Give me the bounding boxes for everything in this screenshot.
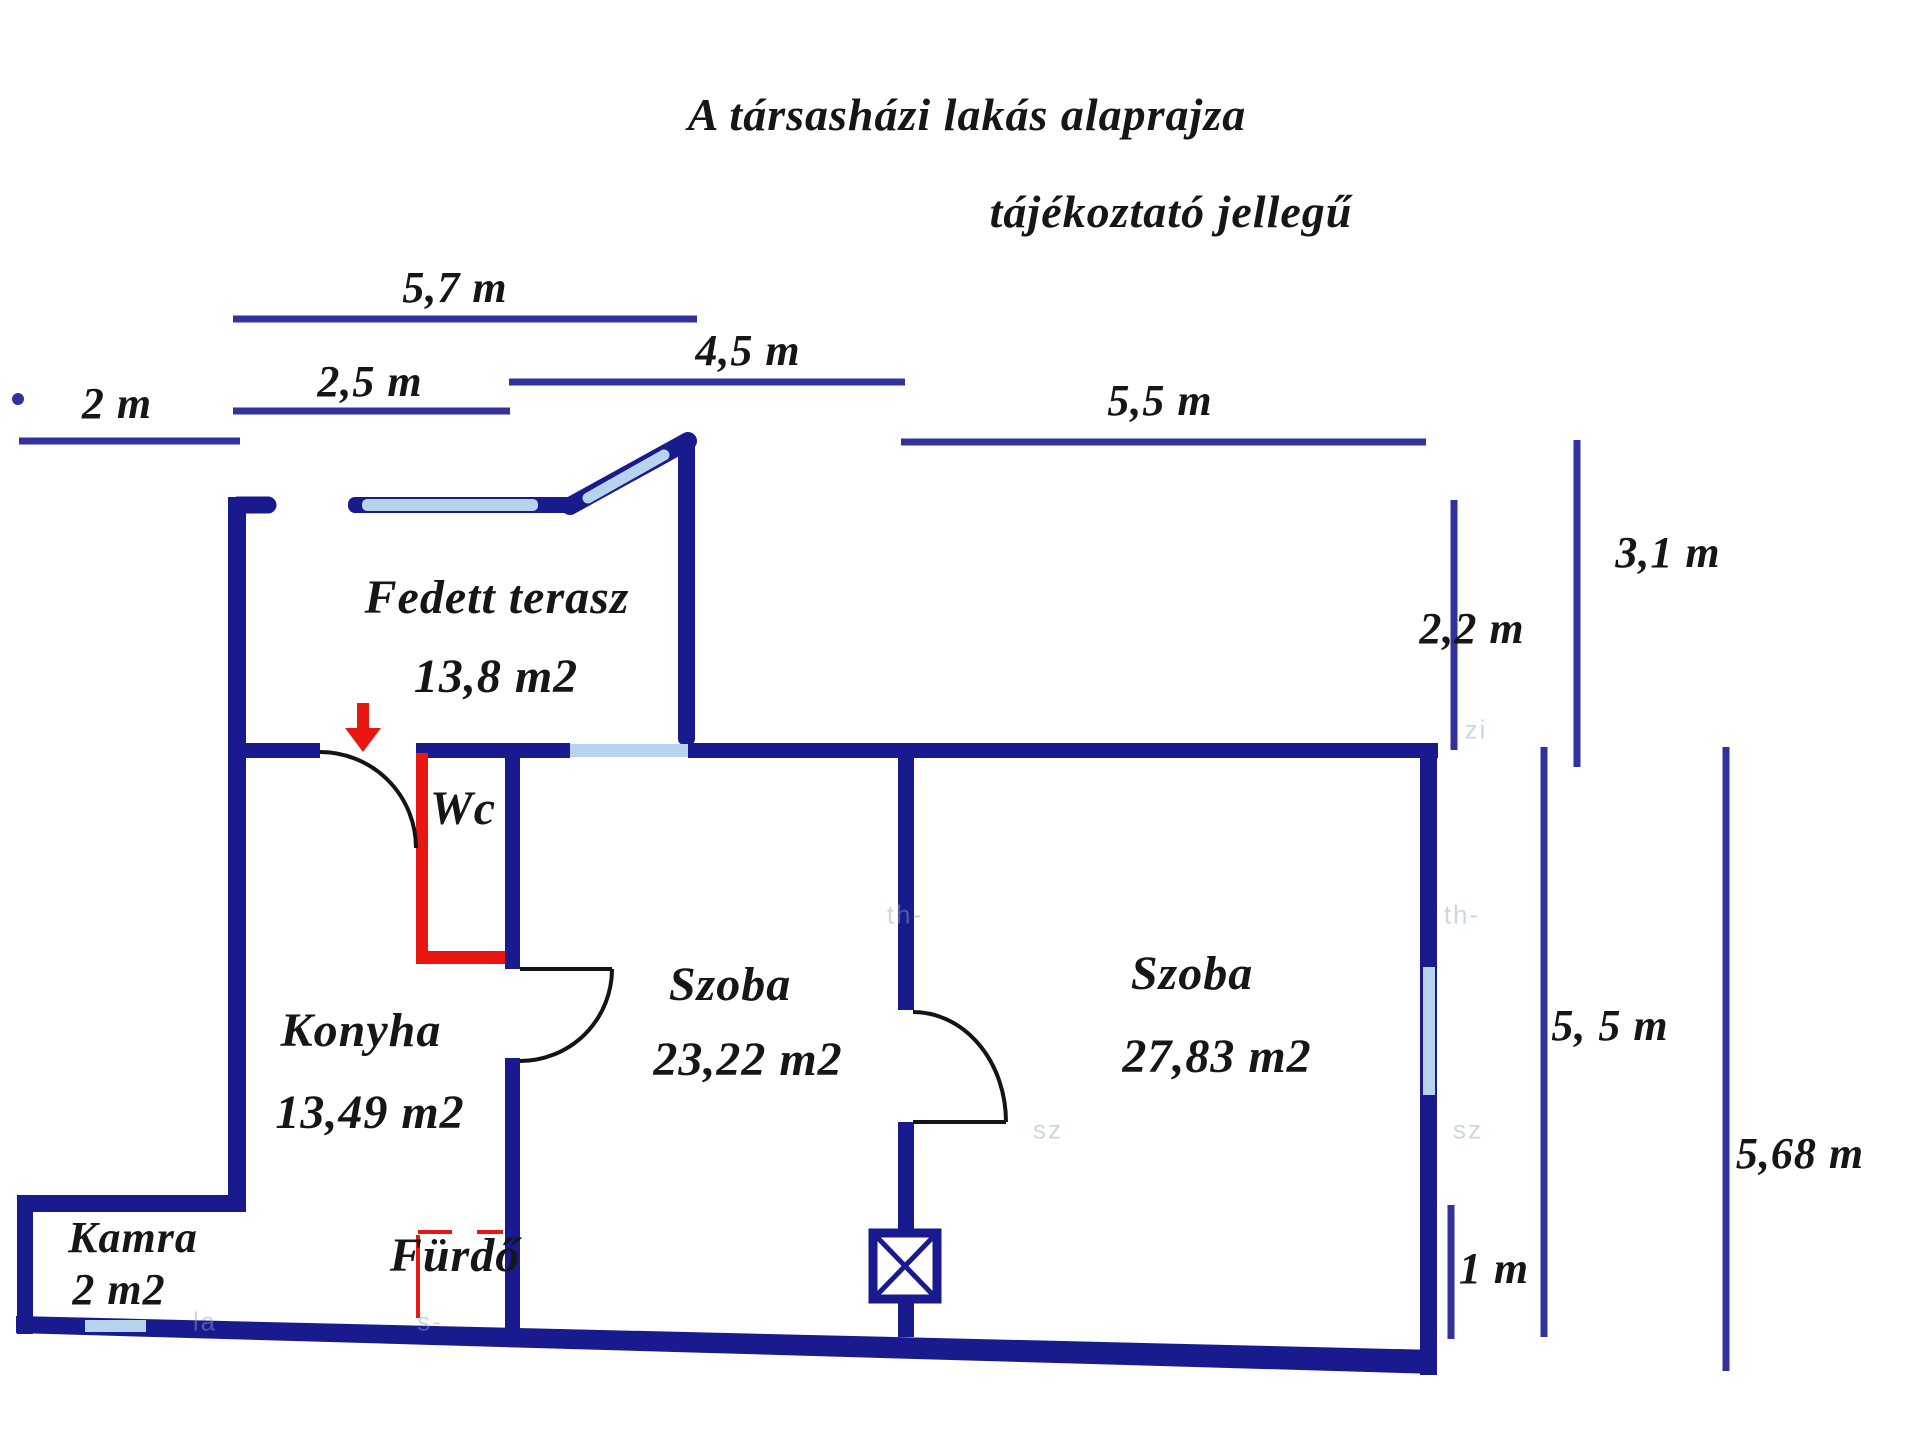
wall-pantry-left bbox=[17, 1195, 33, 1334]
watermark-fragment: th- bbox=[1443, 899, 1481, 930]
door-arc-room1 bbox=[520, 969, 612, 1061]
wall-top-main-b bbox=[416, 743, 570, 758]
room-label-room1: Szoba bbox=[668, 958, 792, 1011]
wall-wc-red-vertical bbox=[416, 753, 428, 964]
door-arc-entry bbox=[320, 752, 416, 848]
window-terrace-top bbox=[362, 499, 538, 511]
room-area-pantry: 2 m2 bbox=[72, 1265, 166, 1314]
watermark-fragment: sz bbox=[1453, 1114, 1483, 1145]
dim-label-4-5m: 4,5 m bbox=[695, 326, 801, 375]
wall-top-main-c bbox=[688, 743, 1438, 758]
watermark-fragment: la bbox=[192, 1306, 218, 1337]
wall-top-main-a bbox=[228, 743, 320, 758]
entrance-arrow-icon bbox=[345, 703, 381, 752]
room-label-bathroom: Fürdő bbox=[389, 1229, 521, 1282]
wall-pantry-top bbox=[17, 1195, 233, 1212]
dim-label-2-5m: 2,5 m bbox=[317, 357, 423, 406]
window-top-main bbox=[570, 744, 688, 757]
window-right-wall bbox=[1423, 967, 1435, 1095]
wall-wc-right-lower bbox=[505, 1058, 520, 1336]
wall-between-rooms-lower bbox=[898, 1299, 914, 1337]
wall-between-rooms-upper bbox=[898, 758, 914, 1010]
dim-label-1m: 1 m bbox=[1458, 1244, 1530, 1293]
room-area-room2: 27,83 m2 bbox=[1122, 1030, 1312, 1083]
watermark-fragment: sz bbox=[1033, 1114, 1063, 1145]
page-subtitle: tájékoztató jellegű bbox=[989, 186, 1353, 237]
page-title: A társasházi lakás alaprajza bbox=[687, 89, 1247, 140]
room-label-room2: Szoba bbox=[1130, 947, 1254, 1000]
dim-label-3-1m: 3,1 m bbox=[1615, 528, 1721, 577]
walls bbox=[16, 438, 1438, 1375]
watermark-fragment: zi bbox=[1464, 714, 1488, 745]
dim-label-2m: 2 m bbox=[81, 379, 153, 428]
door-arc-room2 bbox=[913, 1012, 1006, 1122]
watermark-fragment: th- bbox=[886, 899, 924, 930]
room-area-room1: 23,22 m2 bbox=[653, 1033, 843, 1086]
wall-between-rooms-mid bbox=[898, 1122, 914, 1233]
wall-wc-right-upper bbox=[505, 743, 520, 969]
room-label-kitchen: Konyha bbox=[280, 1004, 442, 1057]
dim-label-5-68m: 5,68 m bbox=[1735, 1129, 1865, 1178]
window-terrace-diagonal bbox=[588, 455, 664, 498]
dimension-dot bbox=[12, 393, 24, 405]
room-label-wc: Wc bbox=[430, 782, 496, 835]
watermark-fragment: s- bbox=[417, 1306, 443, 1337]
wall-terrace-right bbox=[678, 438, 695, 745]
room-area-terrace: 13,8 m2 bbox=[413, 650, 579, 703]
room-label-terrace: Fedett terasz bbox=[364, 571, 630, 624]
wall-left bbox=[228, 497, 246, 1212]
chimney-icon bbox=[873, 1233, 937, 1299]
dimension-lines bbox=[12, 319, 1726, 1371]
dim-label-5-5m-right: 5, 5 m bbox=[1551, 1001, 1669, 1050]
room-area-kitchen: 13,49 m2 bbox=[275, 1086, 465, 1139]
wall-wc-red-horizontal bbox=[416, 951, 505, 964]
wall-bottom bbox=[16, 1316, 1437, 1374]
dim-label-5-7m: 5,7 m bbox=[402, 263, 508, 312]
windows bbox=[85, 455, 1435, 1332]
dim-label-5-5m-top: 5,5 m bbox=[1107, 376, 1213, 425]
dim-label-2-2m: 2,2 m bbox=[1419, 604, 1525, 653]
room-label-pantry: Kamra bbox=[68, 1213, 198, 1262]
window-pantry bbox=[85, 1320, 146, 1332]
